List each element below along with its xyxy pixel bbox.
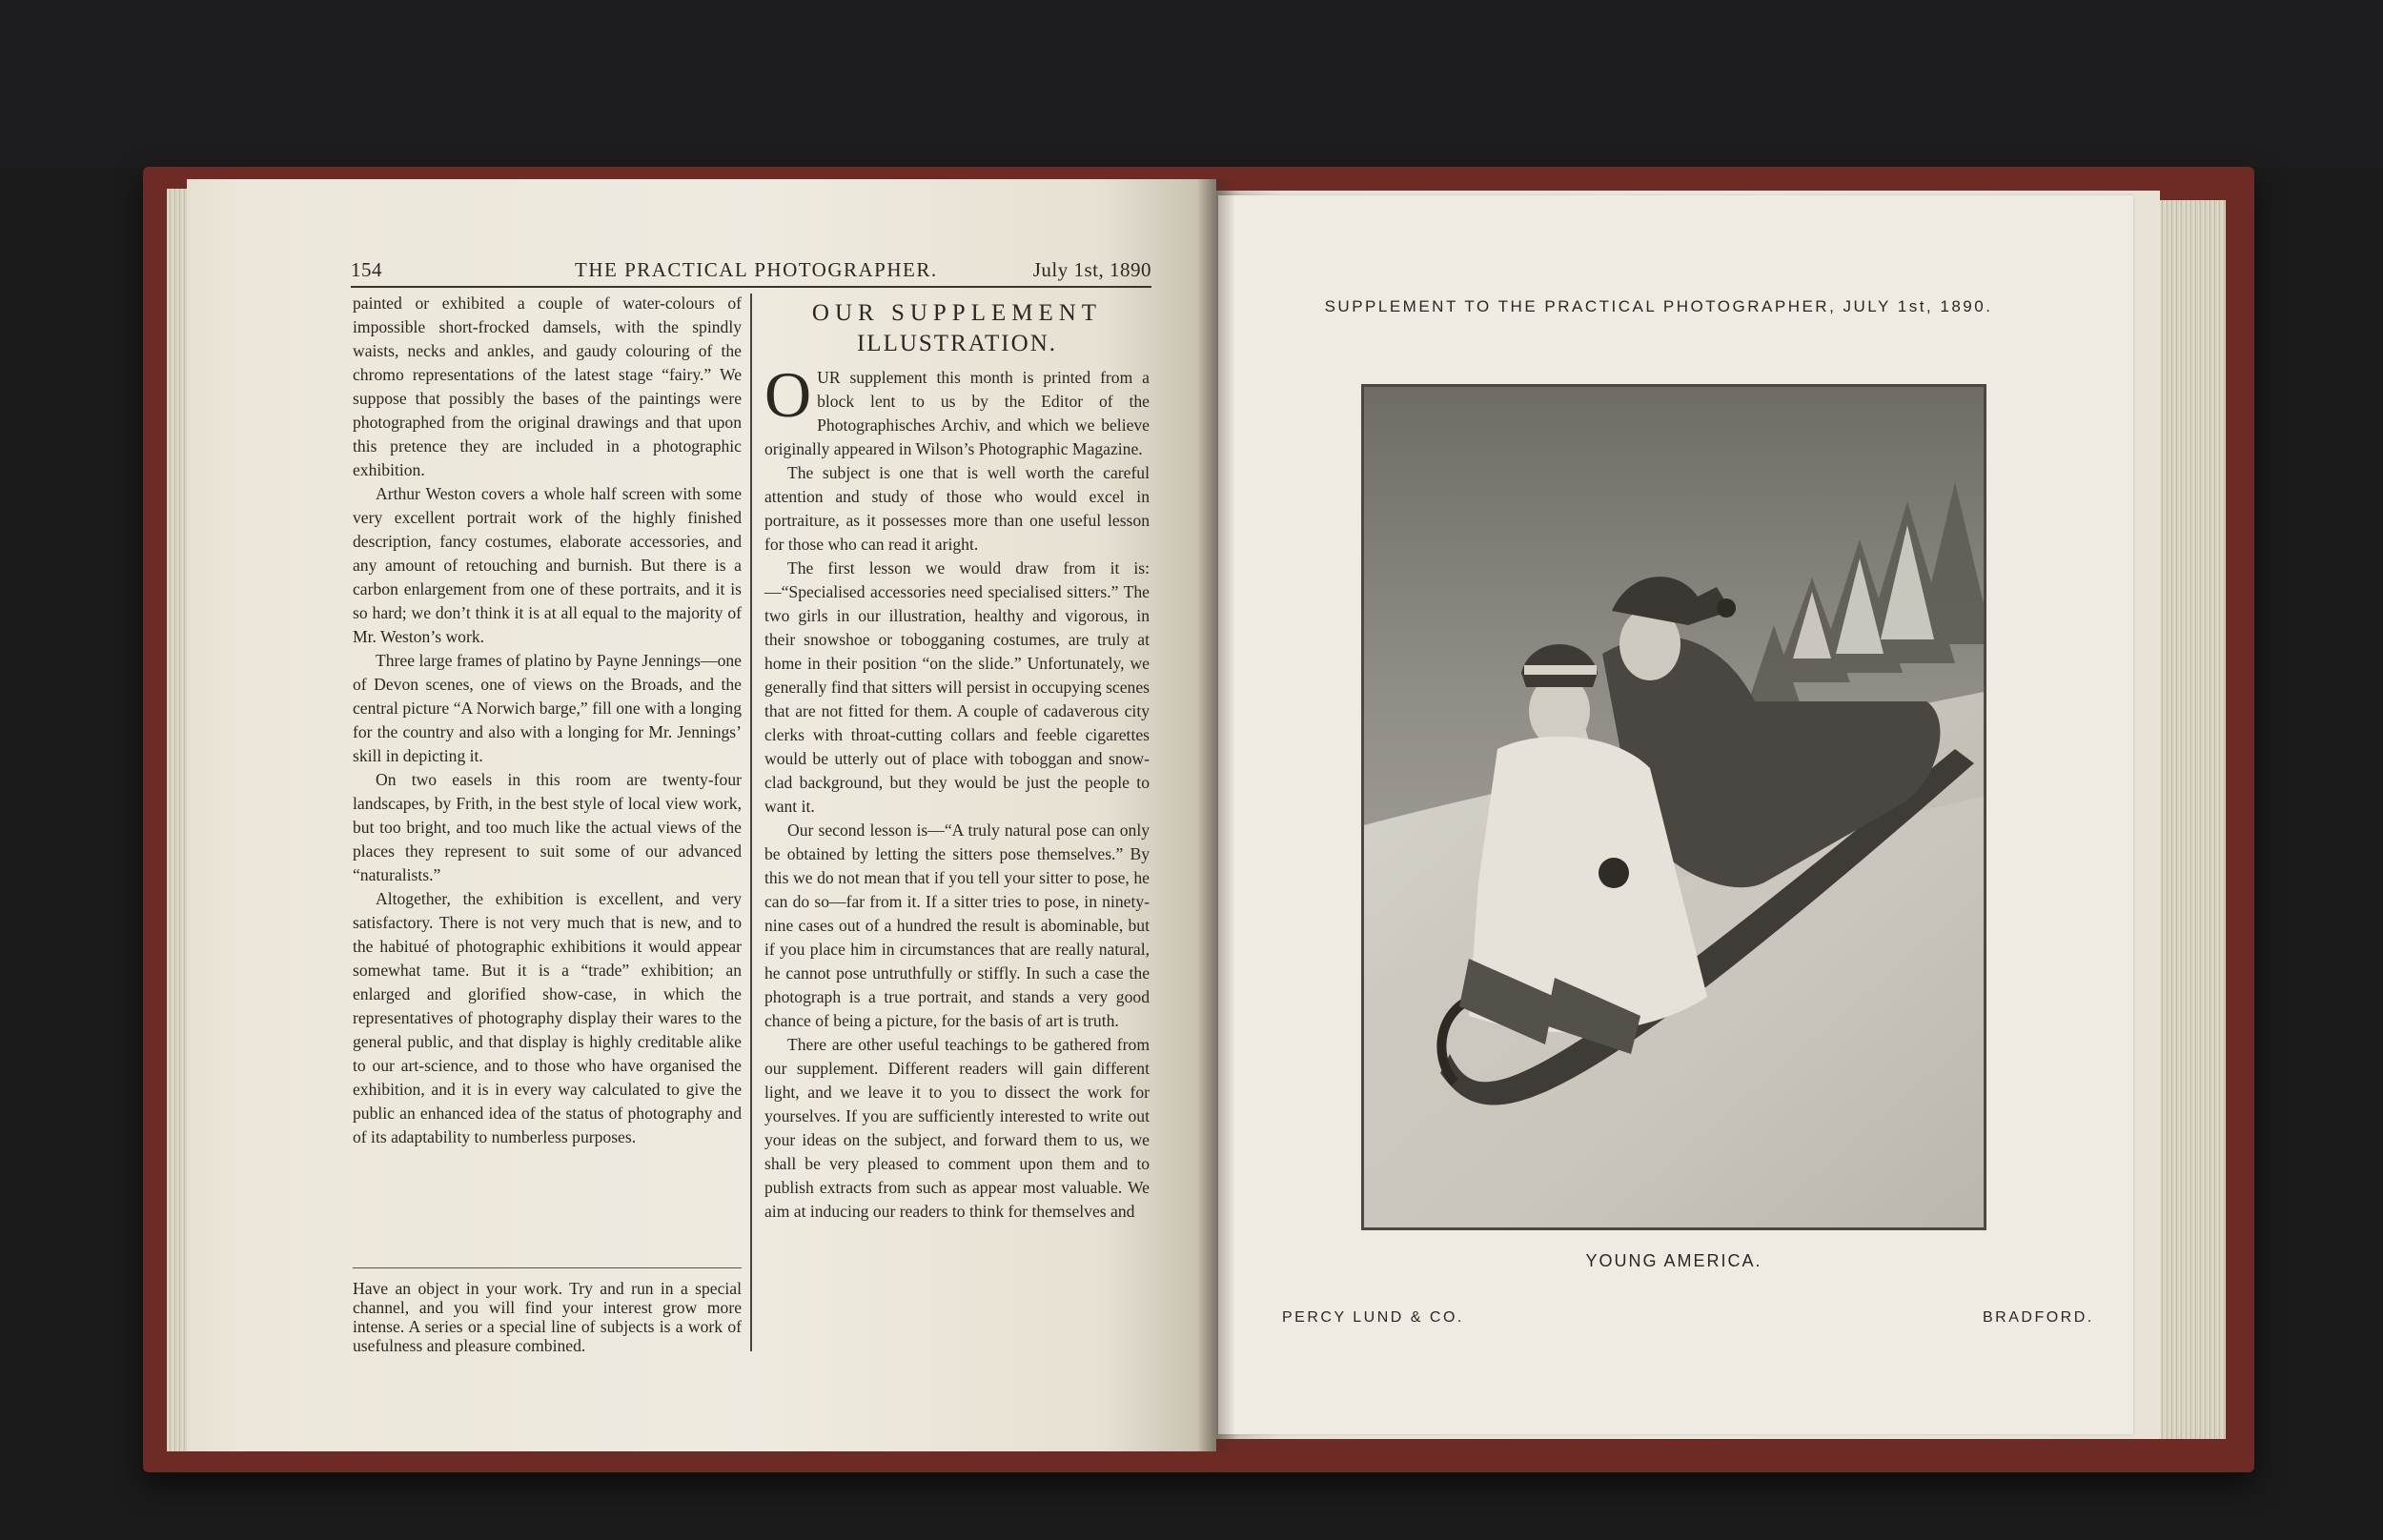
- running-head: [351, 258, 1151, 287]
- article-lead-paragraph: [764, 358, 1150, 461]
- plate-caption: YOUNG AMERICA.: [1585, 1251, 1762, 1270]
- journal-title: THE PRACTICAL PHOTOGRAPHER.: [575, 258, 938, 281]
- publisher-city: BRADFORD.: [1983, 1309, 2094, 1326]
- paragraph: Our second lesson is—“A truly natural pose can only be obtained by letting the sitters pose themselves.” By this we do not mean that if you tell your sitter to pose, he can do so—far from it. If a sitter tries to pose, in ninety-nine cases out of a hundred the result is abominable, but if you place him in circumstances that are really natural, he cannot pose untruthfully or stiffly. In such a case the photograph is a true portrait, and stands a very good chance of being a picture, for the basis of art is truth.: [764, 821, 1150, 1030]
- supplement-header: SUPPLEMENT TO THE PRACTICAL PHOTOGRAPHER, JULY 1st, 1890.: [1324, 297, 1993, 315]
- drop-cap: O: [764, 358, 812, 431]
- photograph-plate: [1361, 384, 1986, 1230]
- issue-date: July 1st, 1890: [1032, 258, 1151, 281]
- publisher-name: PERCY LUND & CO.: [1282, 1309, 1464, 1326]
- paragraph: The first lesson we would draw from it is:—“Specialised accessories need specialised sitters.” The two girls in our illustration, healthy and vigorous, in their snowshoe or tobogganing costumes, are truly at home in their position “on the slide.” Unfortunately, we generally find that sitters will persist in occupying scenes that are not fitted for them. A couple of cadaverous city clerks with throat-cutting collars and feeble cigarettes would be utterly out of place with toboggan and snow-clad background, but they would be just the people to want it.: [764, 558, 1150, 816]
- paragraph: The subject is one that is well worth the careful attention and study of those who would excel in portraiture, as it possesses more than one useful lesson for those who can read it aright.: [764, 463, 1150, 554]
- paragraph: Three large frames of platino by Payne Jennings—one of Devon scenes, one of views on the Broads, and the central picture “A Norwich barge,” fill one with a longing for the country and also with a longing for Mr. Jennings’ skill in depicting it.: [353, 651, 742, 765]
- bottom-note: Have an object in your work. Try and run in a special channel, and you will find your interest grow more intense. A series or a special line of subjects is a work of usefulness and pleasure combined.: [353, 1279, 742, 1355]
- paragraph: painted or exhibited a couple of water-colours of impossible short-frocked damsels, with the spindly waists, necks and ankles, and gaudy colouring of the chromo representations of the latest stage “fairy.” We suppose that possibly the bases of the paintings were photographed from the original drawings and that upon this pretence they are included in a photographic exhibition.: [353, 294, 742, 479]
- page-edges-right: [2159, 200, 2226, 1439]
- left-column: [353, 292, 742, 1149]
- column-rule: [750, 294, 752, 1351]
- toboggan-photograph: [1364, 387, 1984, 1227]
- paragraph: On two easels in this room are twenty-four landscapes, by Frith, in the best style of local view work, but too bright, and too much like the actual views of the places they represent to suit some of our advanced “naturalists.”: [353, 770, 742, 884]
- note-divider: [353, 1267, 742, 1268]
- page-number: 154: [351, 258, 382, 281]
- article-title-line2: ILLUSTRATION.: [856, 331, 1057, 356]
- article-column: [764, 292, 1150, 1224]
- lead-text: UR supplement this month is printed from a block lent to us by the Editor of the Photographisches Archiv, and which we believe originally appeared in Wilson’s Photographic Magazine.: [764, 368, 1150, 458]
- background: [0, 0, 2383, 167]
- header-rule: [351, 286, 1151, 288]
- paragraph: There are other useful teachings to be gathered from our supplement. Different readers will gain different light, and we leave it to you to dissect the work for yourselves. If you are sufficiently interested to write out your ideas on the subject, and forward them to us, we shall be very pleased to comment upon them and to publish extracts from such as appear most valuable. We aim at inducing our readers to think for themselves and: [764, 1035, 1150, 1221]
- paragraph: Arthur Weston covers a whole half screen with some very excellent portrait work of the highly finished description, fancy costumes, elaborate accessories, and any amount of retouching and burnish. But there is a carbon enlargement from one of these portraits, and it is so hard; we don’t think it is at all equal to the majority of Mr. Weston’s work.: [353, 484, 742, 646]
- book-gutter: [1197, 179, 1235, 1451]
- page-edges-left: [167, 189, 188, 1451]
- article-title: OUR SUPPLEMENT: [811, 300, 1103, 326]
- paragraph: Altogether, the exhibition is excellent, and very satisfactory. There is not very much that is new, and to the habitué of photographic exhibitions it would appear somewhat tame. But it is a “trade” exhibition; an enlarged and glorified show-case, in which the representatives of photography display their wares to the general public, and that display is highly creditable alike to our art-science, and to those who have organised the exhibition, and it is in every way calculated to give the public an enhanced idea of the status of photography and of its adaptability to numberless purposes.: [353, 889, 742, 1146]
